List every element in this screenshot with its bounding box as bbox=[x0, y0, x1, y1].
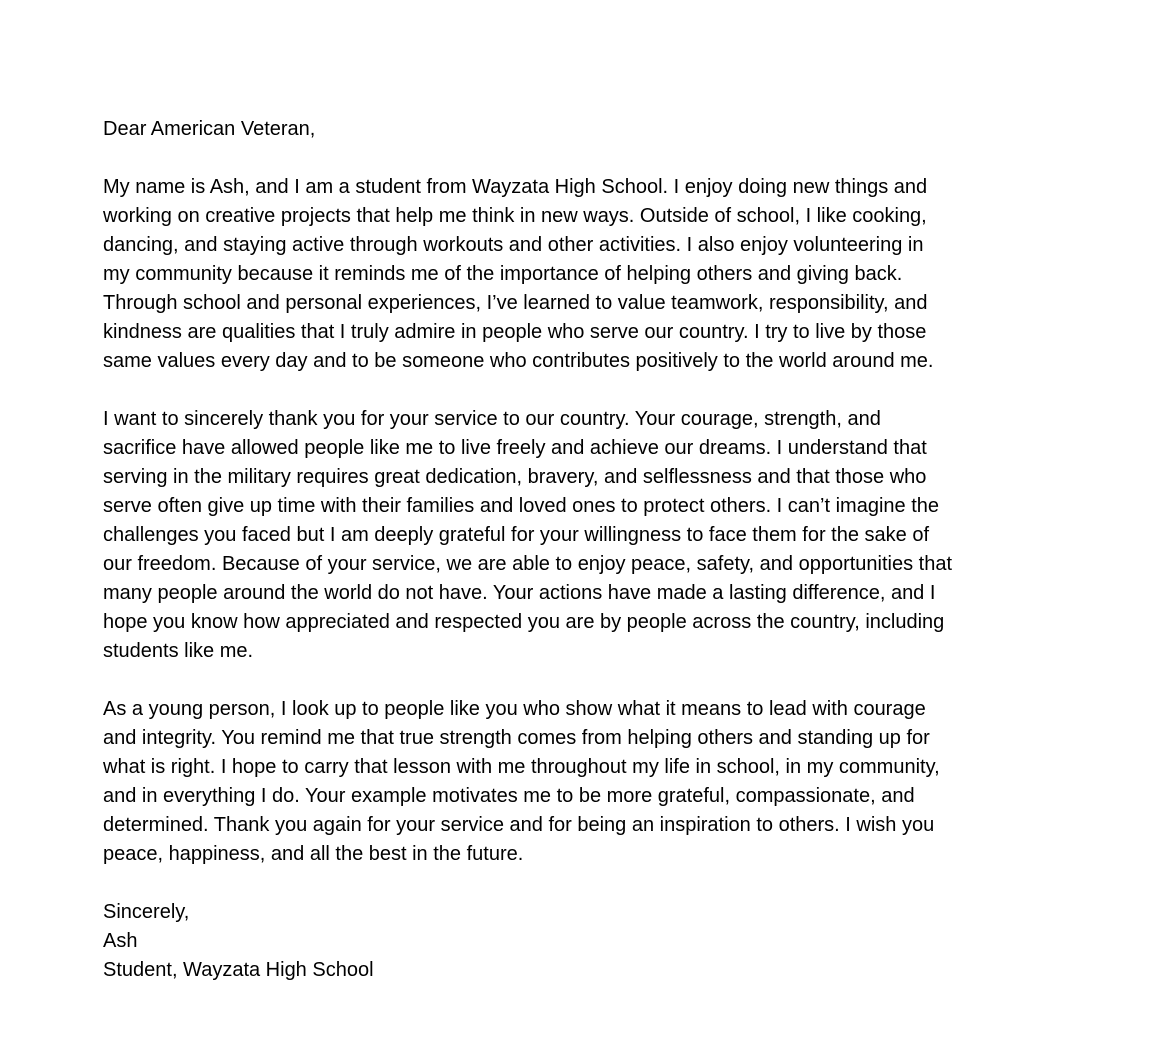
paragraph-thanks bbox=[103, 405, 1063, 666]
paragraph-line: determined. Thank you again for your service and for being an inspiration to others. I wish you bbox=[103, 814, 935, 836]
paragraph-line: working on creative projects that help me think in new ways. Outside of school, I like cooking, bbox=[103, 205, 927, 227]
paragraph-line: many people around the world do not have. Your actions have made a lasting difference, and I bbox=[103, 582, 936, 604]
closing-block bbox=[103, 898, 1063, 985]
paragraph-inspiration bbox=[103, 695, 1063, 869]
paragraph-line: My name is Ash, and I am a student from Wayzata High School. I enjoy doing new things and bbox=[103, 176, 928, 198]
paragraph-line: kindness are qualities that I truly admire in people who serve our country. I try to live by those bbox=[103, 321, 927, 343]
paragraph-line: challenges you faced but I am deeply grateful for your willingness to face them for the sake of bbox=[103, 524, 930, 546]
paragraph-line: peace, happiness, and all the best in the future. bbox=[103, 843, 524, 865]
paragraph-line: As a young person, I look up to people like you who show what it means to lead with courage bbox=[103, 698, 926, 720]
paragraph-line: and integrity. You remind me that true strength comes from helping others and standing up for bbox=[103, 727, 930, 749]
signature-name: Ash bbox=[103, 930, 138, 952]
signature-title: Student, Wayzata High School bbox=[103, 959, 374, 981]
paragraph-line: hope you know how appreciated and respected you are by people across the country, including bbox=[103, 611, 945, 633]
valediction: Sincerely, bbox=[103, 901, 190, 923]
paragraph-line: what is right. I hope to carry that lesson with me throughout my life in school, in my community, bbox=[103, 756, 940, 778]
paragraph-line: same values every day and to be someone who contributes positively to the world around me. bbox=[103, 350, 934, 372]
salutation bbox=[103, 115, 1063, 144]
paragraph-introduction bbox=[103, 173, 1063, 376]
paragraph-line: my community because it reminds me of the importance of helping others and giving back. bbox=[103, 263, 903, 285]
paragraph-line: Through school and personal experiences, I’ve learned to value teamwork, responsibility, and bbox=[103, 292, 928, 314]
paragraph-line: our freedom. Because of your service, we are able to enjoy peace, safety, and opportunities that bbox=[103, 553, 953, 575]
paragraph-line: and in everything I do. Your example motivates me to be more grateful, compassionate, and bbox=[103, 785, 915, 807]
paragraph-line: serving in the military requires great dedication, bravery, and selflessness and that those who bbox=[103, 466, 927, 488]
paragraph-line: sacrifice have allowed people like me to live freely and achieve our dreams. I understand that bbox=[103, 437, 927, 459]
letter-document bbox=[103, 115, 1063, 985]
paragraph-line: I want to sincerely thank you for your service to our country. Your courage, strength, and bbox=[103, 408, 881, 430]
paragraph-line: dancing, and staying active through workouts and other activities. I also enjoy volunteering in bbox=[103, 234, 924, 256]
paragraph-line: serve often give up time with their families and loved ones to protect others. I can’t imagine the bbox=[103, 495, 939, 517]
paragraph-line: students like me. bbox=[103, 640, 254, 662]
salutation-text: Dear American Veteran, bbox=[103, 118, 316, 140]
